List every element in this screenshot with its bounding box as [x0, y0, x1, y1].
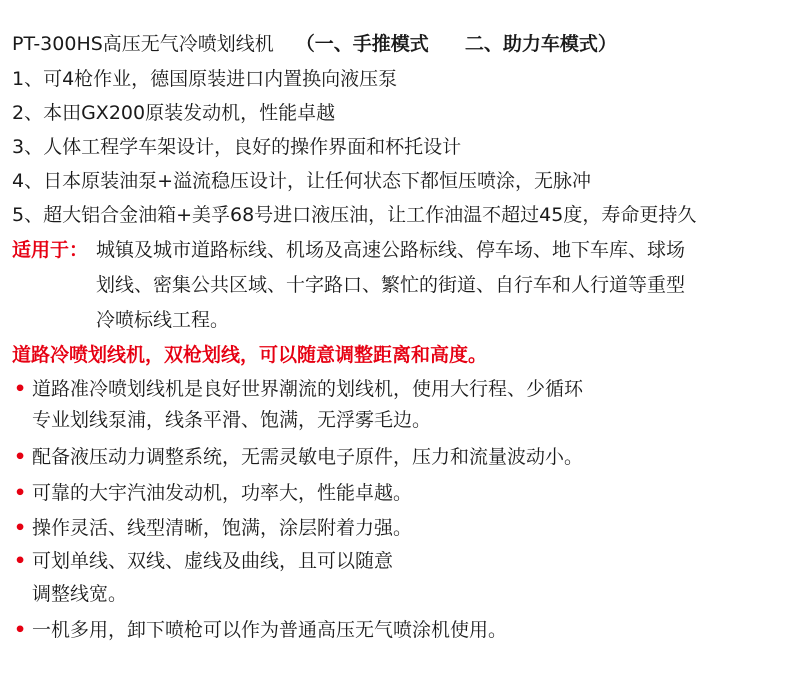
- bullet-item-5: [14, 549, 393, 573]
- bullet-dot: •: [14, 482, 27, 504]
- mode-one: （一、手推模式: [295, 33, 429, 55]
- bullet-dot: •: [14, 550, 27, 572]
- bullet-text: 配备液压动力调整系统，无需灵敏电子原件，压力和流量波动小。: [32, 446, 584, 468]
- feature-1: 1、可4枪作业，德国原装进口内置换向液压泵: [12, 68, 398, 90]
- bullet-dot: •: [14, 446, 27, 468]
- bullet-text: 可靠的大宇汽油发动机，功率大，性能卓越。: [32, 482, 413, 504]
- feature-4: 4、日本原装油泵+溢流稳压设计，让任何状态下都恒压喷涂，无脉冲: [12, 170, 592, 192]
- bullet-continuation: 专业划线泵浦，线条平滑、饱满，无浮雾毛边。: [32, 409, 432, 431]
- mode-two: 二、助力车模式）: [464, 33, 617, 55]
- bullet-text: 操作灵活、线型清晰，饱满，涂层附着力强。: [32, 517, 413, 539]
- bullet-dot: •: [14, 378, 27, 400]
- feature-3: 3、人体工程学车架设计，良好的操作界面和杯托设计: [12, 136, 462, 158]
- bullet-item-3: [14, 481, 412, 505]
- bullet-text: 道路准冷喷划线机是良好世界潮流的划线机，使用大行程、少循环: [32, 378, 584, 400]
- usage-line-2: 划线、密集公共区域、十字路口、繁忙的街道、自行车和人行道等重型: [96, 274, 686, 296]
- usage-line-3: 冷喷标线工程。: [96, 309, 230, 331]
- bullet-item-2: [14, 445, 583, 469]
- bullet-item-4: [14, 516, 412, 540]
- bullet-item-6: [14, 618, 507, 642]
- usage-line-1: 城镇及城市道路标线、机场及高速公路标线、停车场、地下车库、球场: [96, 239, 686, 261]
- bullet-dot: •: [14, 517, 27, 539]
- bullet-text: 一机多用，卸下喷枪可以作为普通高压无气喷涂机使用。: [32, 619, 508, 641]
- bullet-dot: •: [14, 619, 27, 641]
- feature-5: 5、超大铝合金油箱+美孚68号进口液压油，让工作油温不超过45度，寿命更持久: [12, 204, 697, 226]
- bullet-item-1: [14, 377, 583, 401]
- feature-2: 2、本田GX200原装发动机，性能卓越: [12, 102, 336, 124]
- title-line: [12, 32, 617, 56]
- usage-label: 适用于：: [12, 239, 89, 261]
- headline: 道路冷喷划线机，双枪划线，可以随意调整距离和高度。: [12, 344, 488, 366]
- bullet-text: 可划单线、双线、虚线及曲线，且可以随意: [32, 550, 394, 572]
- bullet-continuation: 调整线宽。: [32, 583, 128, 605]
- model-title: PT-300HS高压无气冷喷划线机: [12, 33, 274, 55]
